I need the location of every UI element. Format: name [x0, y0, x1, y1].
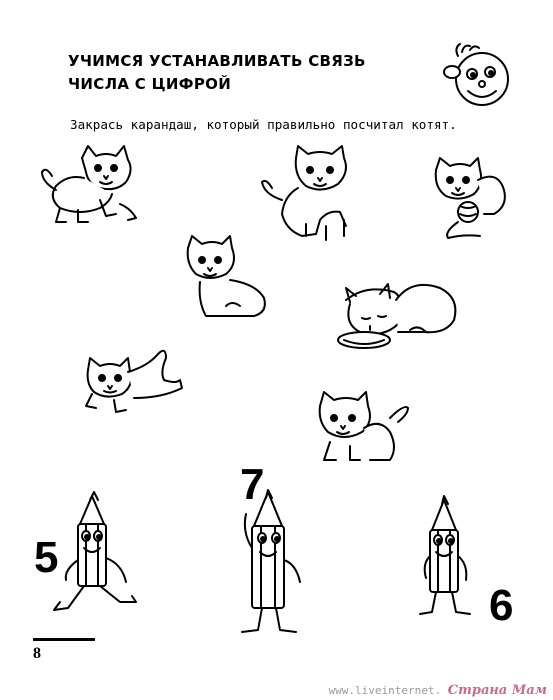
kitten-2	[262, 146, 346, 240]
title-line-2: ЧИСЛА С ЦИФРОЙ	[68, 75, 232, 93]
pencil-character-1	[54, 492, 136, 610]
kitten-6	[86, 351, 182, 412]
watermark-brand: Страна Мам	[447, 683, 547, 698]
pencil-3-digit: 6	[489, 581, 514, 630]
footer-rule	[33, 638, 95, 641]
pencil-1-digit: 5	[34, 533, 59, 582]
watermark-url: www.liveinternet.	[328, 684, 442, 697]
kitten-3	[436, 158, 505, 238]
kitten-4	[188, 236, 265, 316]
pencil-character-2	[242, 490, 300, 632]
kitten-7	[320, 392, 408, 460]
kitten-1	[42, 146, 136, 222]
smiling-face-mascot-icon	[444, 44, 508, 105]
pencil-character-3	[420, 496, 470, 614]
watermark	[329, 683, 547, 698]
task-instruction: Закрась карандаш, который правильно посчитал котят.	[70, 117, 457, 132]
kitten-5	[338, 284, 455, 348]
pencil-2-digit: 7	[240, 460, 265, 509]
page-number: 8	[33, 645, 41, 662]
title-line-1: УЧИМСЯ УСТАНАВЛИВАТЬ СВЯЗЬ	[68, 52, 366, 70]
